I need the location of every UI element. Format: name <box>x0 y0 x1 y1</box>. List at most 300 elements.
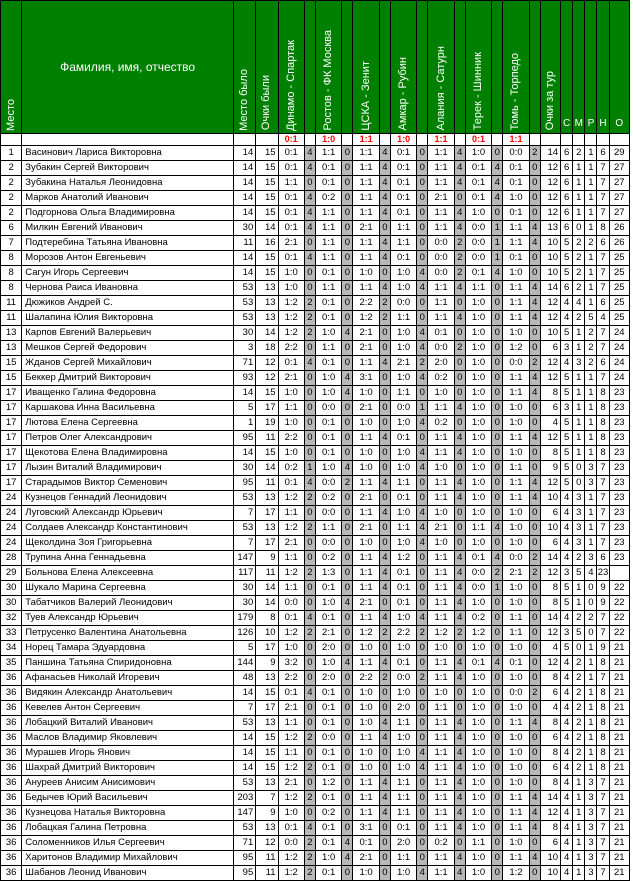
pts-4-cell: 0 <box>417 386 428 401</box>
pred-6-cell: 0:0 <box>465 566 491 581</box>
pts-5-cell: 4 <box>454 566 465 581</box>
n-value-cell: 7 <box>597 776 609 791</box>
pred-7-cell: 0:0 <box>503 686 529 701</box>
pts-7-cell: 4 <box>529 806 540 821</box>
m-value-cell: 1 <box>573 401 585 416</box>
pts-5-cell: 4 <box>454 761 465 776</box>
pts-1-cell: 0 <box>304 371 315 386</box>
prev-place-cell: 7 <box>233 506 255 521</box>
m-value-cell: 0 <box>573 476 585 491</box>
s-header: С <box>561 1 573 134</box>
round-points-header: Очки за тур <box>540 1 560 134</box>
pred-6-cell: 1:0 <box>465 731 491 746</box>
pred-6-cell: 1:0 <box>465 821 491 836</box>
prev-points-cell: 17 <box>256 536 278 551</box>
pred-3-cell: 1:1 <box>353 566 379 581</box>
s-value-cell: 3 <box>561 341 573 356</box>
pred-1-cell: 2:2 <box>278 341 304 356</box>
pred-6-cell: 1:1 <box>465 836 491 851</box>
pts-1-cell: 0 <box>304 176 315 191</box>
name-cell: Шабанов Леонид Иванович <box>22 866 234 881</box>
match-header-6: Терек - Шинник <box>465 1 491 134</box>
s-value-cell: 5 <box>561 581 573 596</box>
pts-3-cell: 0 <box>379 836 390 851</box>
pred-7-cell: 1:0 <box>503 641 529 656</box>
pred-1-cell: 1:2 <box>278 626 304 641</box>
pred-4-cell: 1:1 <box>390 386 416 401</box>
pred-6-cell: 1:0 <box>465 491 491 506</box>
pts-3-cell: 4 <box>379 476 390 491</box>
n-value-cell: 7 <box>597 866 609 881</box>
name-cell: Каршакова Инна Васильевна <box>22 401 234 416</box>
pts-4-cell: 0 <box>417 161 428 176</box>
name-cell: Милкин Евгений Иванович <box>22 221 234 236</box>
pts-3-cell: 4 <box>379 191 390 206</box>
pred-5-cell: 2:1 <box>428 521 454 536</box>
pts-1-cell: 2 <box>304 296 315 311</box>
prev-points-cell: 11 <box>256 851 278 866</box>
pts-5-cell: 4 <box>454 656 465 671</box>
pts-2-cell: 4 <box>342 656 353 671</box>
name-cell: Ануреев Анисим Анисимович <box>22 776 234 791</box>
round-points-cell: 13 <box>540 221 560 236</box>
table-row <box>1 191 630 206</box>
place-cell: 34 <box>1 641 22 656</box>
table-row <box>1 521 630 536</box>
pred-2-cell: 0:1 <box>315 311 341 326</box>
pts-6-cell: 0 <box>492 431 503 446</box>
table-row <box>1 806 630 821</box>
pred-3-cell: 1:0 <box>353 641 379 656</box>
prev-points-cell: 12 <box>256 356 278 371</box>
pred-6-cell: 1:0 <box>465 776 491 791</box>
pred-4-cell: 0:1 <box>390 491 416 506</box>
pts-4-cell: 0 <box>417 476 428 491</box>
pts-3-cell: 4 <box>379 146 390 161</box>
r-value-cell: 1 <box>585 506 597 521</box>
prev-points-cell: 15 <box>256 176 278 191</box>
pts-6-cell: 1 <box>492 236 503 251</box>
pts-4-cell: 0 <box>417 596 428 611</box>
pts-3-cell: 0 <box>379 701 390 716</box>
round-points-cell: 8 <box>540 776 560 791</box>
pred-7-cell: 1:2 <box>503 341 529 356</box>
prev-points-cell: 7 <box>256 791 278 806</box>
place-cell: 28 <box>1 551 22 566</box>
n-value-cell: 7 <box>597 671 609 686</box>
pred-3-cell: 1:0 <box>353 266 379 281</box>
n-value-cell: 6 <box>597 236 609 251</box>
table-row <box>1 746 630 761</box>
pts-2-cell: 0 <box>342 551 353 566</box>
pts-1-cell: 4 <box>304 251 315 266</box>
r-value-cell: 1 <box>585 161 597 176</box>
round-points-cell: 14 <box>540 146 560 161</box>
pred-7-cell: 1:1 <box>503 791 529 806</box>
prev-place-cell: 30 <box>233 596 255 611</box>
o-value-cell: 23 <box>609 431 629 446</box>
pts-6-cell: 0 <box>492 596 503 611</box>
pts-3-cell: 4 <box>379 236 390 251</box>
table-row <box>1 446 630 461</box>
name-cell: Соломенников Илья Сергеевич <box>22 836 234 851</box>
round-points-cell: 12 <box>540 806 560 821</box>
pred-2-cell: 1:0 <box>315 596 341 611</box>
pred-1-cell: 1:2 <box>278 521 304 536</box>
pts-6-cell: 0 <box>492 761 503 776</box>
pts-7-cell: 0 <box>529 506 540 521</box>
prev-place-cell: 71 <box>233 356 255 371</box>
r-value-cell: 1 <box>585 536 597 551</box>
n-header: Н <box>597 1 609 134</box>
pts-1-cell: 2 <box>304 761 315 776</box>
pred-7-cell: 1:0 <box>503 536 529 551</box>
o-value-cell: 25 <box>609 281 629 296</box>
pred-4-cell: 1:1 <box>390 791 416 806</box>
pts-6-cell: 0 <box>492 446 503 461</box>
table-row <box>1 716 630 731</box>
pts-7-cell: 0 <box>529 581 540 596</box>
r-value-cell: 3 <box>585 851 597 866</box>
m-value-cell: 5 <box>573 566 585 581</box>
pts-5-cell: 4 <box>454 281 465 296</box>
pts-5-cell: 0 <box>454 701 465 716</box>
name-cell: Морозов Антон Евгеньевич <box>22 251 234 266</box>
pts-3-cell: 4 <box>379 611 390 626</box>
pts-2-cell: 4 <box>342 851 353 866</box>
pred-5-cell: 1:1 <box>428 566 454 581</box>
m-value-cell: 1 <box>573 416 585 431</box>
place-cell: 24 <box>1 521 22 536</box>
pts-3-cell: 0 <box>379 521 390 536</box>
pred-7-cell: 1:0 <box>503 266 529 281</box>
round-points-cell: 6 <box>540 506 560 521</box>
s-value-cell: 5 <box>561 326 573 341</box>
pts-6-cell: 1 <box>492 251 503 266</box>
table-row <box>1 791 630 806</box>
pred-2-cell: 1:0 <box>315 851 341 866</box>
pred-6-cell: 1:0 <box>465 446 491 461</box>
n-value-cell: 8 <box>597 431 609 446</box>
pts-4-cell: 4 <box>417 416 428 431</box>
pred-1-cell: 1:1 <box>278 716 304 731</box>
pred-7-cell: 1:0 <box>503 521 529 536</box>
prev-place-cell: 14 <box>233 206 255 221</box>
pred-4-cell: 1:0 <box>390 371 416 386</box>
n-value-cell: 7 <box>597 326 609 341</box>
name-cell: Лютова Елена Сергеевна <box>22 416 234 431</box>
o-value-cell: 24 <box>609 356 629 371</box>
round-points-cell: 10 <box>540 491 560 506</box>
pts-5-cell: 4 <box>454 671 465 686</box>
pts-6-cell: 2 <box>492 566 503 581</box>
match-header-3: ЦСКА - Зенит <box>353 1 379 134</box>
r-value-cell: 4 <box>585 566 597 581</box>
o-value-cell: 23 <box>609 386 629 401</box>
round-points-cell: 8 <box>540 596 560 611</box>
prev-place-cell: 53 <box>233 296 255 311</box>
pred-1-cell: 1:2 <box>278 791 304 806</box>
actual-result: 1:1 <box>428 134 454 146</box>
r-value-cell: 3 <box>585 821 597 836</box>
pts-7-cell: 4 <box>529 236 540 251</box>
o-value-cell: 23 <box>609 521 629 536</box>
pts-3-cell: 4 <box>379 356 390 371</box>
place-cell: 36 <box>1 806 22 821</box>
pred-4-cell: 0:1 <box>390 821 416 836</box>
s-value-cell: 4 <box>561 656 573 671</box>
pred-7-cell: 2:1 <box>503 566 529 581</box>
pred-4-cell: 0:0 <box>390 401 416 416</box>
r-value-cell: 2 <box>585 236 597 251</box>
prev-points-cell: 15 <box>256 731 278 746</box>
pred-3-cell: 0:1 <box>353 836 379 851</box>
prev-points-cell: 12 <box>256 371 278 386</box>
n-value-cell: 7 <box>597 506 609 521</box>
pts-6-cell: 4 <box>492 191 503 206</box>
s-value-cell: 4 <box>561 836 573 851</box>
s-value-cell: 4 <box>561 776 573 791</box>
s-value-cell: 4 <box>561 716 573 731</box>
pts-6-cell: 0 <box>492 386 503 401</box>
prev-points-cell: 13 <box>256 281 278 296</box>
pts-3-cell: 4 <box>379 551 390 566</box>
pred-2-cell: 1:1 <box>315 236 341 251</box>
n-value-cell: 8 <box>597 731 609 746</box>
pred-4-cell: 1:0 <box>390 281 416 296</box>
pred-7-cell: 1:1 <box>503 371 529 386</box>
pts-6-cell: 0 <box>492 686 503 701</box>
name-header: Фамилия, имя, отчество <box>22 1 234 134</box>
o-value-cell: 21 <box>609 791 629 806</box>
pred-1-cell: 0:0 <box>278 836 304 851</box>
pts-2-cell: 0 <box>342 611 353 626</box>
pts-3-cell: 0 <box>379 341 390 356</box>
pts-3-cell: 0 <box>379 686 390 701</box>
pred-1-cell: 1:2 <box>278 866 304 881</box>
pts-5-cell: 4 <box>454 476 465 491</box>
match-header-7: Томь - Торпедо <box>503 1 529 134</box>
round-points-cell: 8 <box>540 821 560 836</box>
pred-5-cell: 0:2 <box>428 416 454 431</box>
table-row <box>1 206 630 221</box>
round-points-cell: 8 <box>540 671 560 686</box>
r-value-cell: 1 <box>585 686 597 701</box>
pred-3-cell: 1:0 <box>353 461 379 476</box>
pts-7-cell: 0 <box>529 446 540 461</box>
n-value-cell: 7 <box>597 461 609 476</box>
pred-2-cell: 1:3 <box>315 566 341 581</box>
r-value-cell: 1 <box>585 251 597 266</box>
pred-7-cell: 0:1 <box>503 206 529 221</box>
round-points-cell: 12 <box>540 311 560 326</box>
o-value-cell: 21 <box>609 776 629 791</box>
r-value-cell: 1 <box>585 176 597 191</box>
pred-2-cell: 1:1 <box>315 146 341 161</box>
n-value-cell: 7 <box>597 266 609 281</box>
pts-4-cell: 4 <box>417 506 428 521</box>
name-cell: Шукало Марина Сергеевна <box>22 581 234 596</box>
table-row <box>1 266 630 281</box>
place-cell: 36 <box>1 791 22 806</box>
pts-1-cell: 0 <box>304 401 315 416</box>
pred-2-cell: 0:1 <box>315 446 341 461</box>
pts-4-cell: 4 <box>417 341 428 356</box>
place-cell: 29 <box>1 566 22 581</box>
pts-6-cell: 0 <box>492 326 503 341</box>
n-value-cell: 6 <box>597 551 609 566</box>
round-points-cell: 6 <box>540 536 560 551</box>
pts-6-cell: 0 <box>492 866 503 881</box>
pts-6-cell: 0 <box>492 146 503 161</box>
pred-7-cell: 1:1 <box>503 431 529 446</box>
prev-place-cell: 53 <box>233 491 255 506</box>
pts-2-cell: 0 <box>342 521 353 536</box>
pred-7-cell: 0:1 <box>503 176 529 191</box>
pred-1-cell: 2:2 <box>278 671 304 686</box>
pts-1-cell: 4 <box>304 476 315 491</box>
round-points-cell: 12 <box>540 161 560 176</box>
place-cell: 7 <box>1 236 22 251</box>
pred-1-cell: 1:0 <box>278 266 304 281</box>
pred-6-cell: 1:0 <box>465 371 491 386</box>
pred-1-cell: 1:0 <box>278 806 304 821</box>
pred-3-cell: 1:0 <box>353 386 379 401</box>
place-cell: 8 <box>1 266 22 281</box>
pts-5-cell: 4 <box>454 806 465 821</box>
pts-2-cell: 0 <box>342 671 353 686</box>
pred-4-cell: 0:1 <box>390 656 416 671</box>
prev-points-cell: 11 <box>256 476 278 491</box>
m-value-cell: 1 <box>573 176 585 191</box>
prev-place-cell: 5 <box>233 641 255 656</box>
r-value-cell: 1 <box>585 656 597 671</box>
actual-result: 1:0 <box>390 134 416 146</box>
pred-2-cell: 0:1 <box>315 296 341 311</box>
pts-6-cell: 0 <box>492 311 503 326</box>
n-value-cell: 7 <box>597 806 609 821</box>
r-value-cell: 0 <box>585 626 597 641</box>
pts-2-cell: 0 <box>342 746 353 761</box>
pts-1-cell: 0 <box>304 266 315 281</box>
prev-place-cell: 53 <box>233 716 255 731</box>
table-row <box>1 596 630 611</box>
n-value-cell: 7 <box>597 536 609 551</box>
pred-3-cell: 1:1 <box>353 551 379 566</box>
s-value-cell: 5 <box>561 371 573 386</box>
pred-1-cell: 1:2 <box>278 851 304 866</box>
place-header: Место <box>1 1 22 134</box>
round-points-cell: 6 <box>540 686 560 701</box>
pts-6-cell: 4 <box>492 521 503 536</box>
pts-2-cell: 0 <box>342 701 353 716</box>
n-value-cell: 8 <box>597 716 609 731</box>
pts-4-cell: 4 <box>417 536 428 551</box>
n-value-cell: 7 <box>597 626 609 641</box>
pred-6-cell: 1:0 <box>465 461 491 476</box>
name-cell: Харитонов Владимир Михайлович <box>22 851 234 866</box>
o-value-cell: 21 <box>609 761 629 776</box>
s-value-cell: 4 <box>561 821 573 836</box>
m-value-cell: 0 <box>573 461 585 476</box>
r-value-cell: 3 <box>585 791 597 806</box>
pts-6-cell: 4 <box>492 161 503 176</box>
o-value-cell: 29 <box>609 146 629 161</box>
pred-1-cell: 2:1 <box>278 236 304 251</box>
pts-4-cell: 1 <box>417 401 428 416</box>
pts-6-cell: 0 <box>492 536 503 551</box>
prev-points-cell: 13 <box>256 671 278 686</box>
table-row <box>1 626 630 641</box>
s-value-cell: 4 <box>561 551 573 566</box>
pred-4-cell: 2:2 <box>390 626 416 641</box>
pts-5-cell: 4 <box>454 611 465 626</box>
pts-2-cell: 0 <box>342 491 353 506</box>
prev-place-cell: 14 <box>233 266 255 281</box>
prev-place-cell: 95 <box>233 851 255 866</box>
pred-4-cell: 0:1 <box>390 206 416 221</box>
pred-6-cell: 1:1 <box>465 281 491 296</box>
pts-1-cell: 4 <box>304 356 315 371</box>
pts-4-cell: 0 <box>417 656 428 671</box>
table-row <box>1 431 630 446</box>
pts-1-cell: 0 <box>304 551 315 566</box>
pred-4-cell: 1:0 <box>390 641 416 656</box>
pred-7-cell: 0:0 <box>503 551 529 566</box>
pred-5-cell: 1:0 <box>428 386 454 401</box>
round-points-cell: 8 <box>540 716 560 731</box>
actual-results-row <box>1 134 630 146</box>
m-value-cell: 2 <box>573 716 585 731</box>
m-value-cell: 1 <box>573 446 585 461</box>
pts-6-cell: 0 <box>492 641 503 656</box>
pts-5-cell: 4 <box>454 446 465 461</box>
pts-1-cell: 2 <box>304 311 315 326</box>
pred-7-cell: 1:1 <box>503 296 529 311</box>
pts-4-cell: 4 <box>417 446 428 461</box>
pts-2-cell: 4 <box>342 596 353 611</box>
o-value-cell: 22 <box>609 611 629 626</box>
pred-1-cell: 1:2 <box>278 296 304 311</box>
header-row <box>1 1 630 134</box>
m-value-cell: 1 <box>573 851 585 866</box>
prev-place-cell: 14 <box>233 176 255 191</box>
table-row <box>1 146 630 161</box>
pred-3-cell: 1:1 <box>353 476 379 491</box>
r-value-cell: 1 <box>585 401 597 416</box>
place-cell: 36 <box>1 746 22 761</box>
pred-3-cell: 2:1 <box>353 851 379 866</box>
pts-6-cell: 0 <box>492 716 503 731</box>
pts-5-cell: 4 <box>454 206 465 221</box>
pts-7-cell: 0 <box>529 866 540 881</box>
pred-7-cell: 1:0 <box>503 596 529 611</box>
pred-4-cell: 0:1 <box>390 596 416 611</box>
pts-5-cell: 0 <box>454 686 465 701</box>
pts-7-cell: 4 <box>529 716 540 731</box>
o-value-cell: 21 <box>609 731 629 746</box>
prev-place-cell: 95 <box>233 476 255 491</box>
pred-7-cell: 1:0 <box>503 506 529 521</box>
prev-points-cell: 15 <box>256 251 278 266</box>
pts-1-cell: 4 <box>304 221 315 236</box>
prev-points-cell: 15 <box>256 161 278 176</box>
pred-5-cell: 1:1 <box>428 611 454 626</box>
pred-5-cell: 0:0 <box>428 266 454 281</box>
round-points-cell: 8 <box>540 446 560 461</box>
pts-7-cell: 0 <box>529 776 540 791</box>
pred-4-cell: 0:1 <box>390 566 416 581</box>
